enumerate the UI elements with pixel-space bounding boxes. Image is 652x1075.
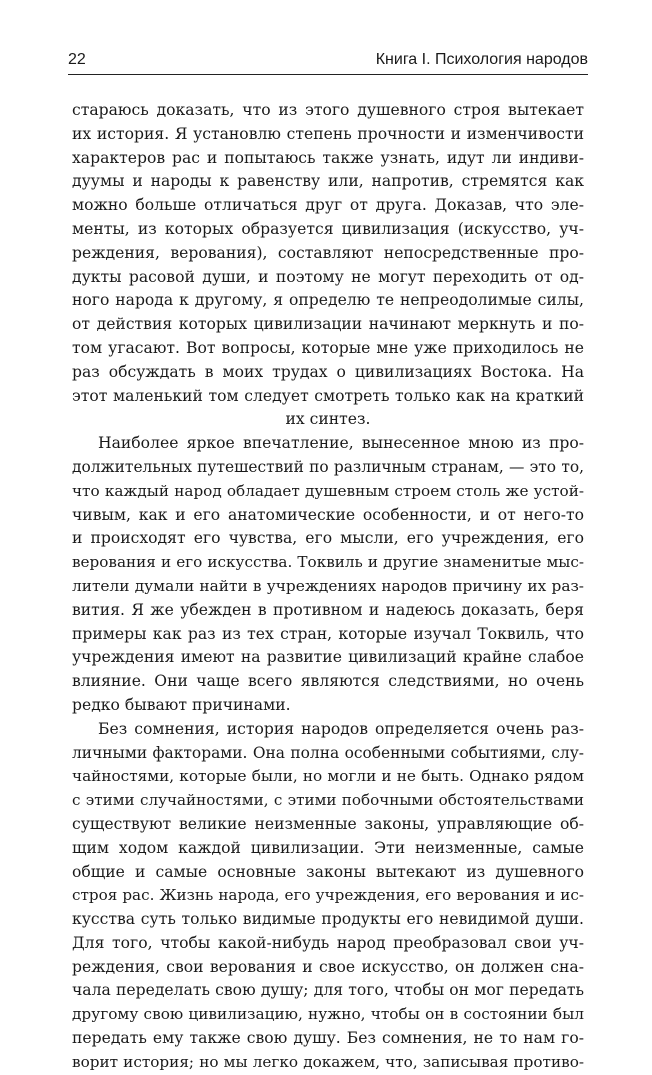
text-line: кусства суть только видимые продукты его невидимой души. [72, 910, 584, 929]
text-line: другому свою цивилизацию, нужно, чтобы он в состоянии был [72, 1005, 584, 1024]
text-line: их синтез. [285, 410, 371, 429]
text-line: реждения, верования), составляют непосредственные про- [72, 243, 584, 262]
running-title: Книга I. Психология народов [375, 51, 588, 68]
text-line: стараюсь доказать, что из этого душевного строя вытекает [72, 101, 584, 119]
text-line: что каждый народ обладает душевным строем столь же устой- [72, 481, 584, 500]
text-line: щим ходом каждой цивилизации. Эти неизменные, самые [72, 838, 584, 857]
text-line: и происходят его чувства, его мысли, его учреждения, его [72, 529, 584, 548]
text-line: вития. Я же убежден в противном и надеюсь доказать, беря [72, 600, 584, 619]
text-line: влияние. Они чаще всего являются следствиями, но очень [72, 672, 584, 691]
text-line: личными факторами. Она полна особенными событиями, слу- [72, 743, 584, 762]
text-line: с этими случайностями, с этими побочными обстоятельствами [72, 791, 584, 810]
text-line: характеров рас и попытаюсь также узнать, идут ли индиви- [72, 148, 584, 167]
text-line: том угасают. Вот вопросы, которые мне уже приходилось не [72, 338, 584, 357]
text-line: ного народа к другому, я определю те непреодолимые силы, [72, 291, 584, 310]
header-rule [68, 74, 588, 75]
text-line: Без сомнения, история народов определяется очень раз- [98, 719, 584, 738]
text-line: раз обсуждать в моих трудах о цивилизациях Востока. На [72, 362, 584, 381]
page-number: 22 [68, 51, 86, 68]
body-text [72, 99, 584, 1075]
text-line: строя рас. Жизнь народа, его учреждения, его верования и ис- [72, 886, 584, 905]
text-line: учреждения имеют на развитие цивилизаций крайне слабое [72, 648, 584, 667]
text-line: от действия которых цивилизации начинают меркнуть и по- [72, 315, 584, 334]
text-line: передать ему также свою душу. Без сомнения, не то нам го- [72, 1029, 584, 1048]
text-line: дуумы и народы к равенству или, напротив, стремятся как [72, 172, 584, 191]
text-line: чайностями, которые были, но могли и не быть. Однако рядом [72, 767, 584, 786]
text-line: примеры как раз из тех стран, которые изучал Токвиль, что [72, 624, 584, 643]
text-line: существуют великие неизменные законы, управляющие об- [72, 814, 584, 833]
text-line: редко бывают причинами. [72, 695, 291, 714]
text-line: реждения, свои верования и свое искусство, он должен сна- [72, 957, 584, 976]
text-line: должительных путешествий по различным странам, — это то, [72, 457, 584, 476]
text-line: менты, из которых образуется цивилизация (искусство, уч- [72, 219, 584, 238]
text-line: Для того, чтобы какой-нибудь народ преобразовал свои уч- [72, 933, 584, 952]
text-line: Наиболее яркое впечатление, вынесенное мною из про- [98, 434, 584, 453]
text-line: лители думали найти в учреждениях народов причину их раз- [72, 576, 584, 595]
text-line: их история. Я установлю степень прочности и изменчивости [72, 124, 584, 143]
text-line: чивым, как и его анатомические особенности, и от него-то [72, 505, 584, 524]
running-header [68, 43, 588, 73]
text-line: ворит история; но мы легко докажем, что, записывая противо- [72, 1052, 584, 1071]
text-line: общие и самые основные законы вытекают из душевного [72, 862, 584, 881]
text-line: дукты расовой души, и поэтому не могут переходить от од- [72, 267, 584, 286]
text-line: верования и его искусства. Токвиль и другие знаменитые мыс- [72, 553, 584, 572]
text-line: этот маленький том следует смотреть только как на краткий [72, 386, 584, 405]
text-line: можно больше отличаться друг от друга. Доказав, что эле- [72, 196, 584, 215]
text-line: чала переделать свою душу; для того, чтобы он мог передать [72, 981, 584, 1000]
